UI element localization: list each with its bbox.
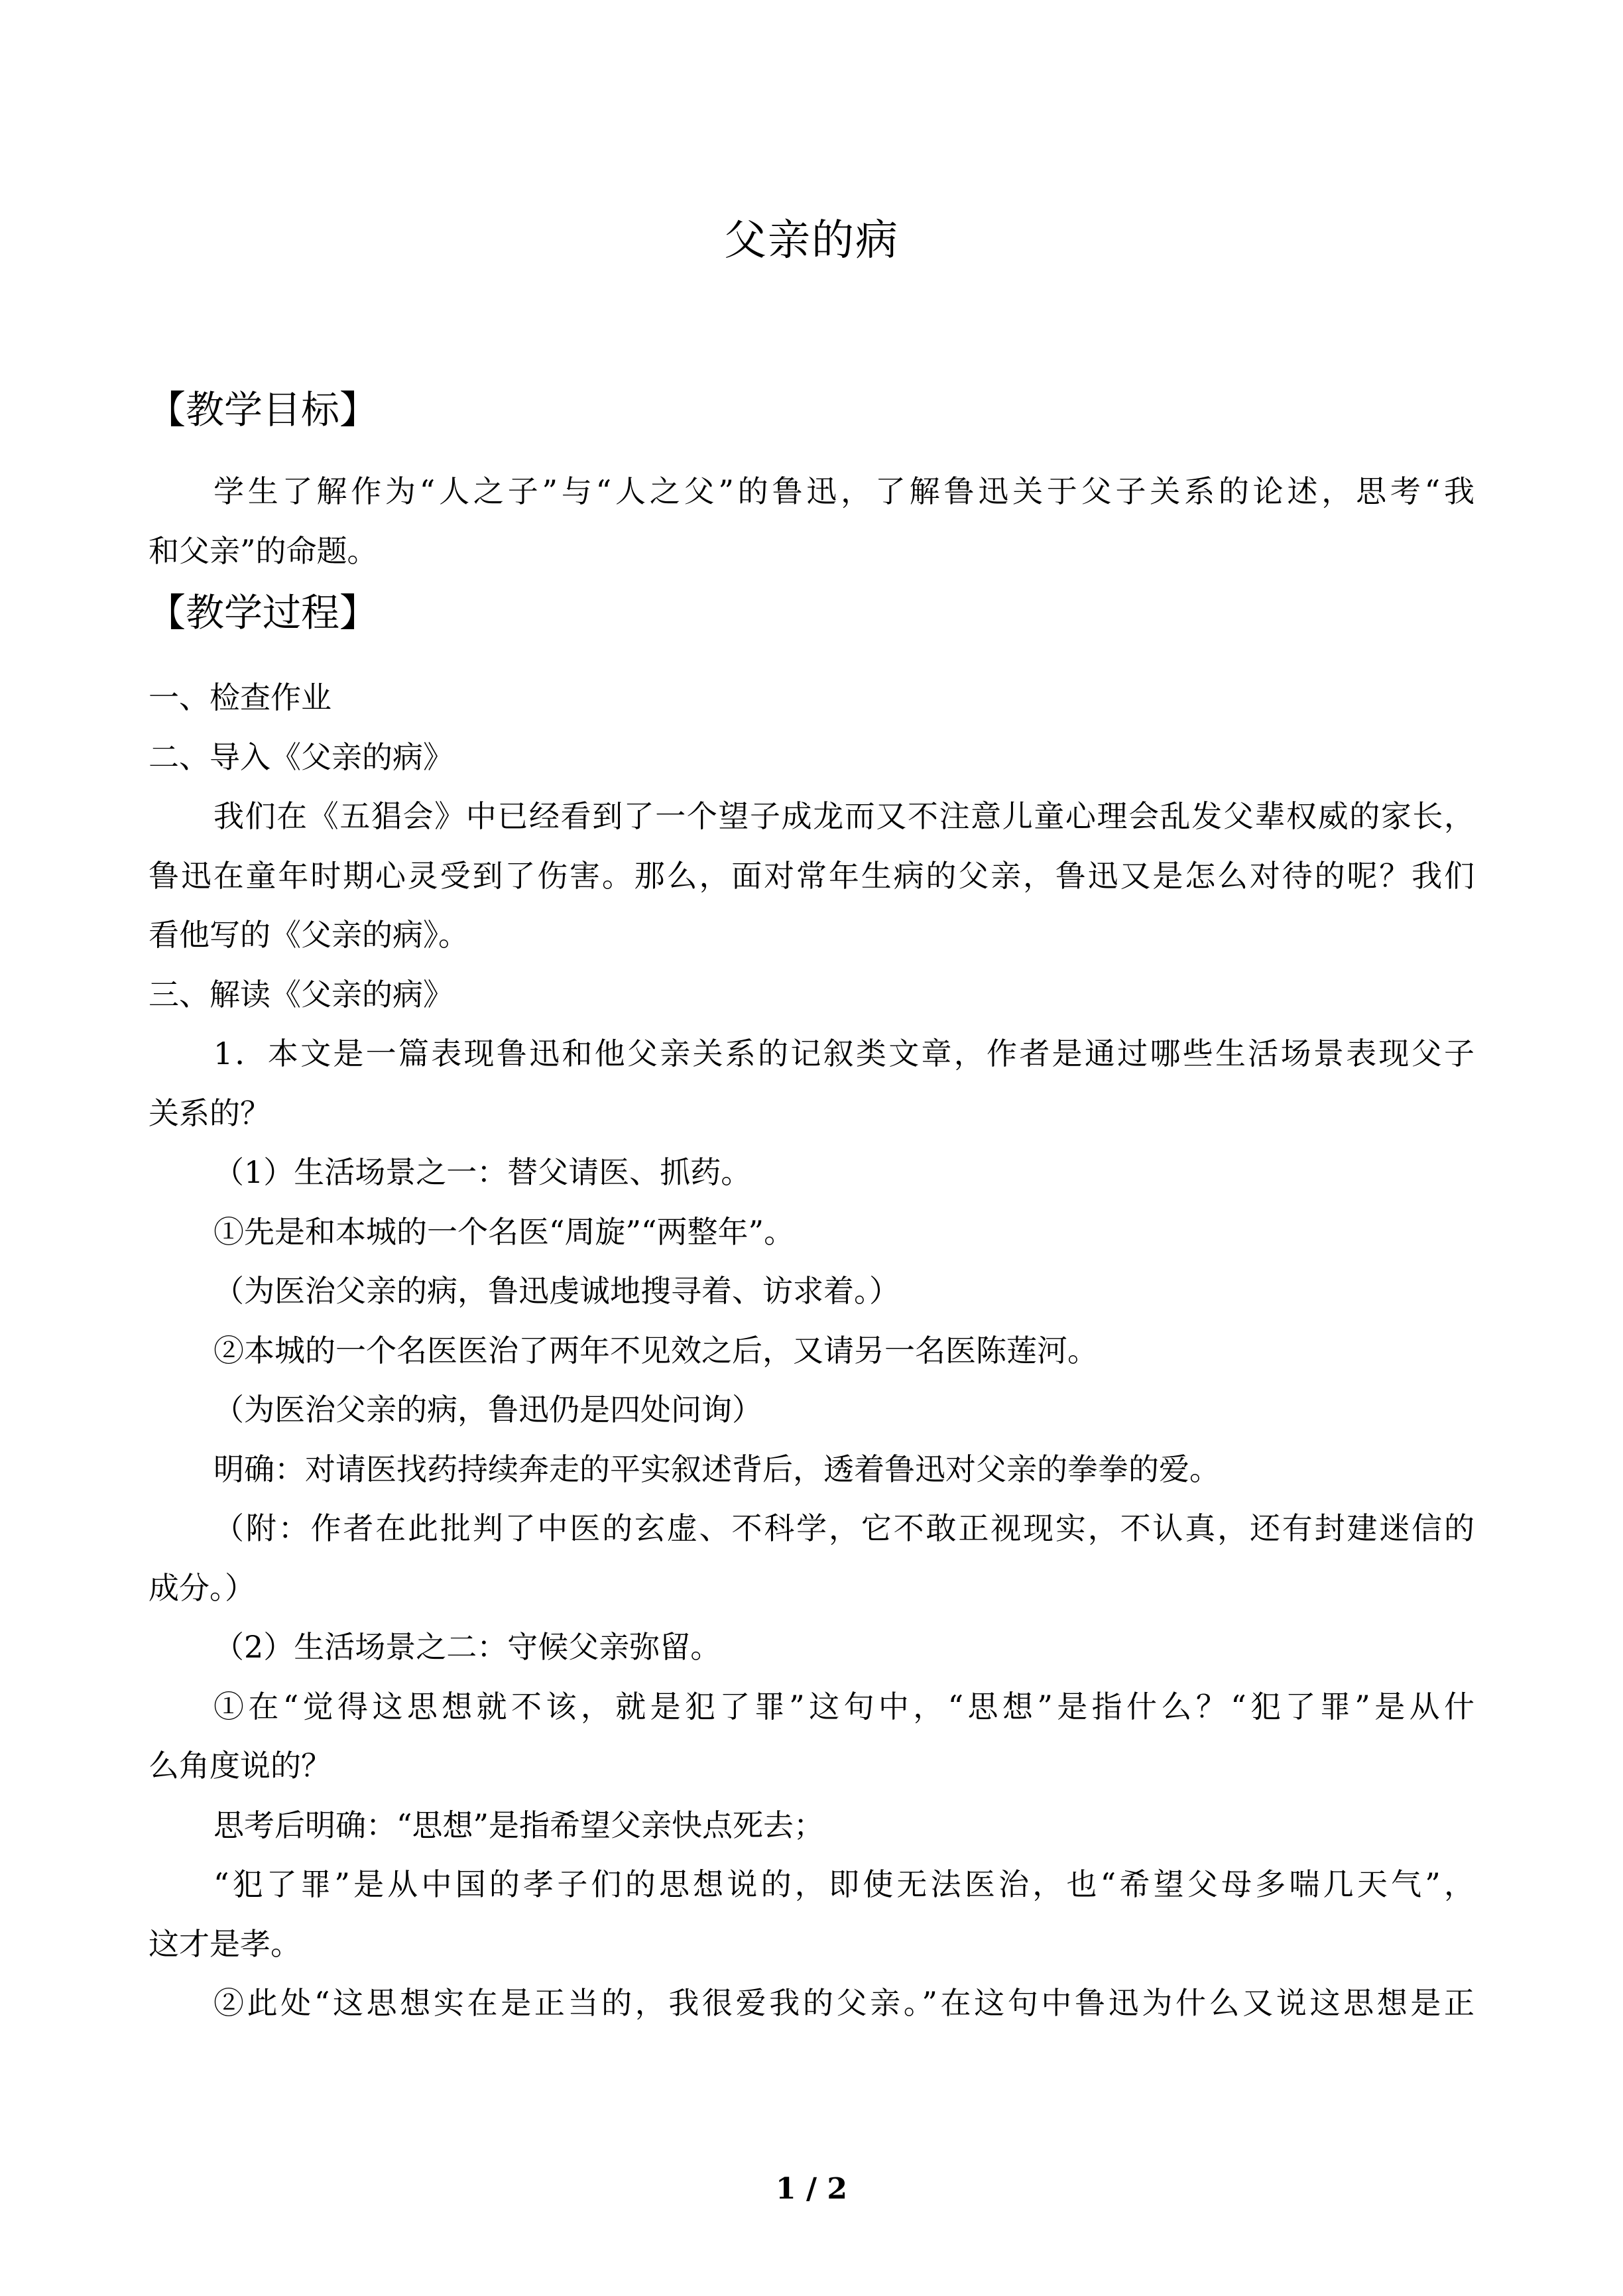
page-number: 1 / 2 bbox=[776, 2172, 847, 2206]
document-title: 父亲的病 bbox=[724, 216, 899, 265]
section-header-teaching-goals: 【教学目标】 bbox=[147, 387, 379, 432]
subheading-line: （1）生活场景之一：替父请医、抓药。 bbox=[213, 1154, 752, 1190]
paragraph-line: 明确：对请医找药持续奔走的平实叙述背后，透着鲁迅对父亲的拳拳的爱。 bbox=[213, 1451, 1220, 1487]
paragraph-line: “犯了罪”是从中国的孝子们的思想说的，即使无法医治，也“希望父母多喘几天气”， bbox=[213, 1866, 1474, 1902]
paragraph-line: 成分。） bbox=[149, 1570, 255, 1606]
paragraph-line: ①在“觉得这思想就不该，就是犯了罪”这句中，“思想”是指什么？“犯了罪”是从什 bbox=[213, 1689, 1474, 1724]
paragraph-line: ②本城的一个名医医治了两年不见效之后，又请另一名医陈莲河。 bbox=[213, 1333, 1098, 1368]
paragraph-line: （为医治父亲的病，鲁迅虔诚地搜寻着、访求着。） bbox=[213, 1273, 900, 1309]
paragraph-line: ①先是和本城的一个名医“周旋”“两整年”。 bbox=[213, 1214, 795, 1250]
paragraph-line: 学生了解作为“人之子”与“人之父”的鲁迅，了解鲁迅关于父子关系的论述，思考“我 bbox=[213, 473, 1474, 509]
paragraph-line: 关系的？ bbox=[149, 1095, 270, 1131]
paragraph-line: （为医治父亲的病，鲁迅仍是四处问询） bbox=[213, 1392, 762, 1427]
paragraph-line: 这才是孝。 bbox=[149, 1926, 301, 1962]
list-item-heading: 三、解读《父亲的病》 bbox=[149, 977, 453, 1012]
paragraph-line: 我们在《五猖会》中已经看到了一个望子成龙而又不注意儿童心理会乱发父辈权威的家长， bbox=[213, 798, 1474, 834]
paragraph-line: （附：作者在此批判了中医的玄虚、不科学，它不敢正视现实，不认真，还有封建迷信的 bbox=[213, 1510, 1474, 1546]
paragraph-line: 和父亲”的命题。 bbox=[149, 533, 378, 569]
paragraph-line: ②此处“这思想实在是正当的，我很爱我的父亲。”在这句中鲁迅为什么又说这思想是正 bbox=[213, 1985, 1474, 2021]
paragraph-line: 鲁迅在童年时期心灵受到了伤害。那么，面对常年生病的父亲，鲁迅又是怎么对待的呢？我们 bbox=[149, 858, 1474, 894]
list-item-heading: 二、导入《父亲的病》 bbox=[149, 739, 453, 775]
paragraph-line: 看他写的《父亲的病》。 bbox=[149, 917, 469, 953]
paragraph-line: 思考后明确：“思想”是指希望父亲快点死去； bbox=[213, 1807, 825, 1843]
paragraph-line: 1．本文是一篇表现鲁迅和他父亲关系的记叙类文章，作者是通过哪些生活场景表现父子 bbox=[213, 1036, 1474, 1071]
section-header-teaching-process: 【教学过程】 bbox=[147, 590, 379, 635]
paragraph-line: 么角度说的？ bbox=[149, 1748, 331, 1783]
subheading-line: （2）生活场景之二：守候父亲弥留。 bbox=[213, 1629, 721, 1665]
list-item-heading: 一、检查作业 bbox=[149, 680, 331, 715]
